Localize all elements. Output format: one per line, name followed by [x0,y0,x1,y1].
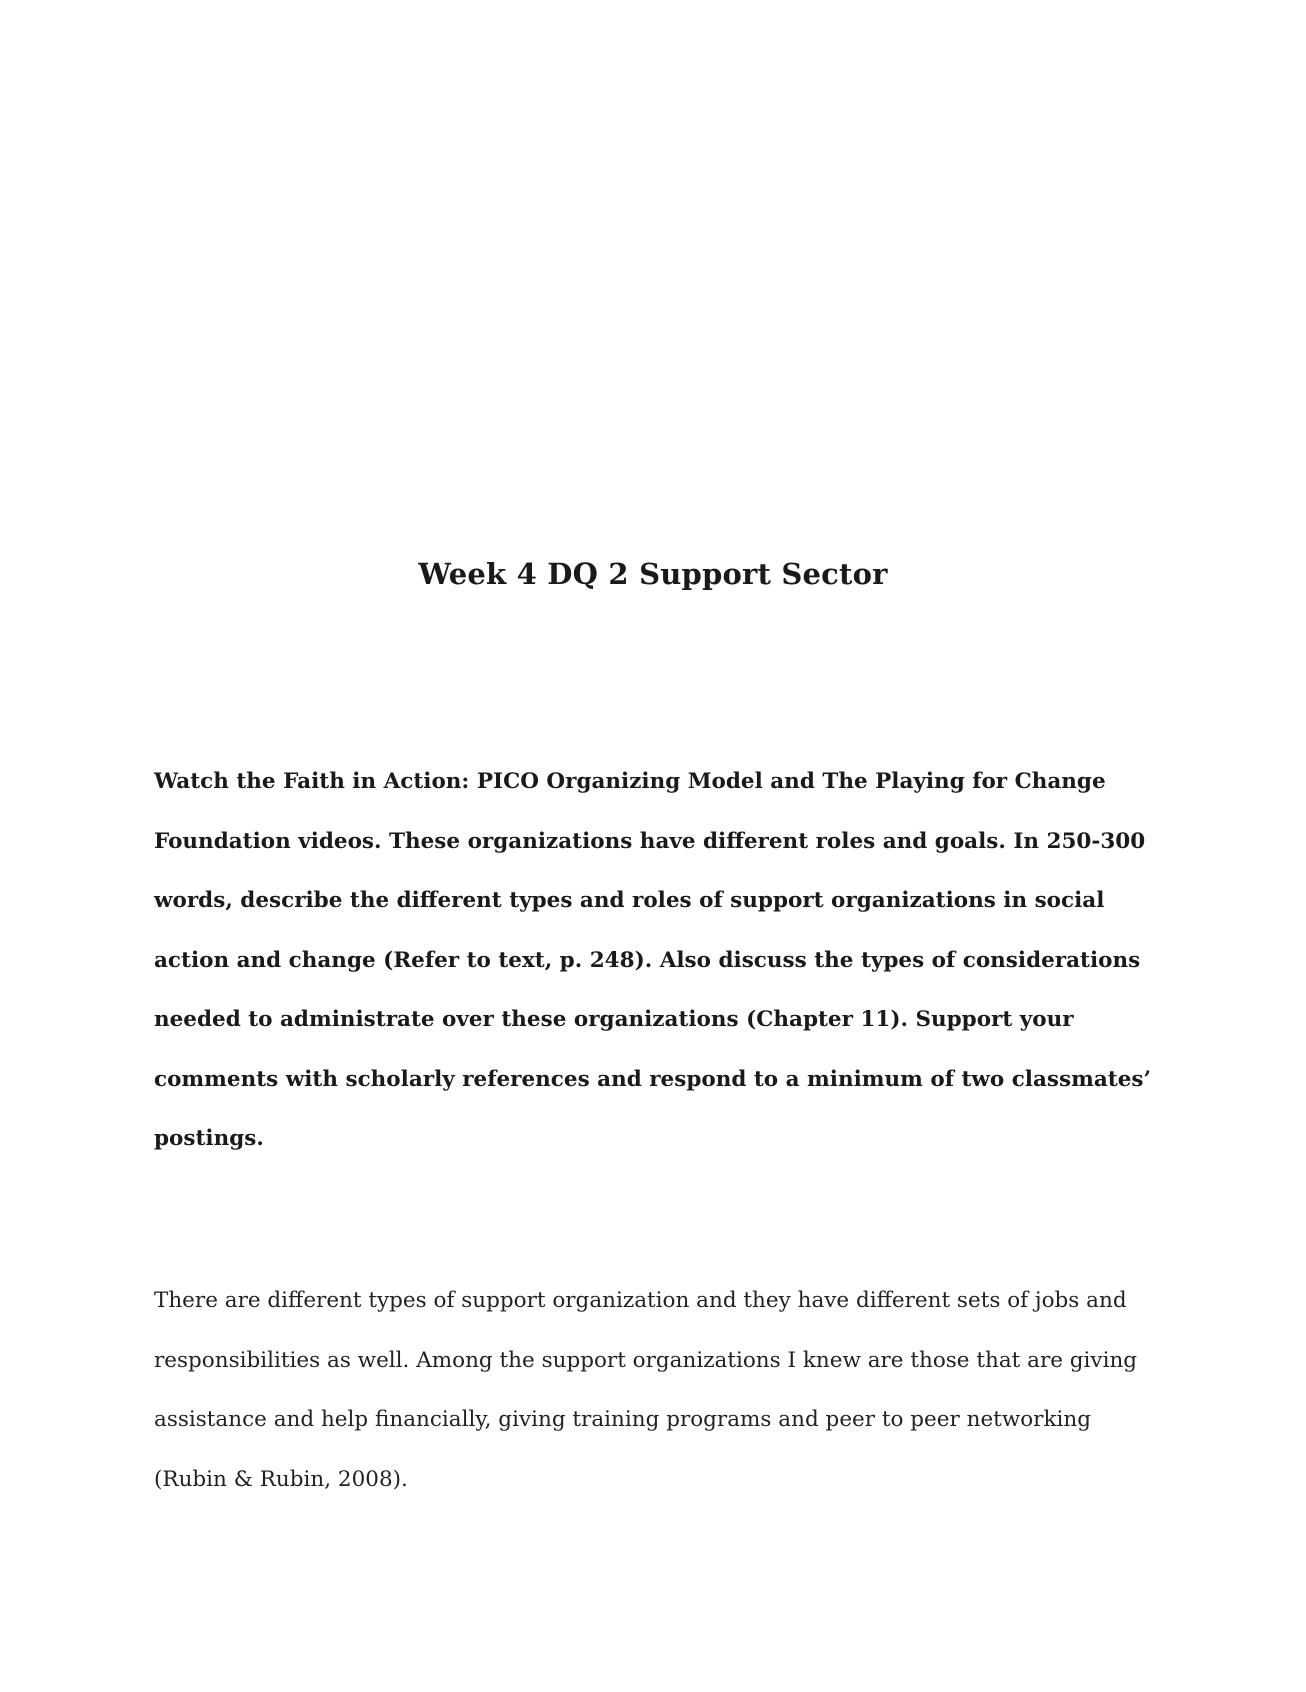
document-title: Week 4 DQ 2 Support Sector [418,557,888,591]
assignment-prompt [154,752,1151,1169]
answer-line: responsibilities as well. Among the support organizations I knew are those that are giving [154,1347,1138,1373]
prompt-line: needed to administrate over these organizations (Chapter 11). Support your [154,1007,1074,1032]
prompt-line: comments with scholarly references and respond to a minimum of two classmates’ [154,1066,1151,1092]
prompt-line: action and change (Refer to text, p. 248). Also discuss the types of considerations [154,947,1141,973]
prompt-line: postings. [154,1126,264,1151]
prompt-line: Foundation videos. These organizations have different roles and goals. In 250-300 [154,828,1146,854]
prompt-line: Watch the Faith in Action: PICO Organizing Model and The Playing for Change [154,769,1106,794]
prompt-line: words, describe the different types and roles of support organizations in social [154,888,1105,913]
answer-line: (Rubin & Rubin, 2008). [154,1466,408,1492]
answer-paragraph [154,1271,1144,1509]
answer-line: assistance and help financially, giving training programs and peer to peer networking [154,1407,1091,1432]
answer-line: There are different types of support organization and they have different sets of jobs and [154,1288,1127,1313]
